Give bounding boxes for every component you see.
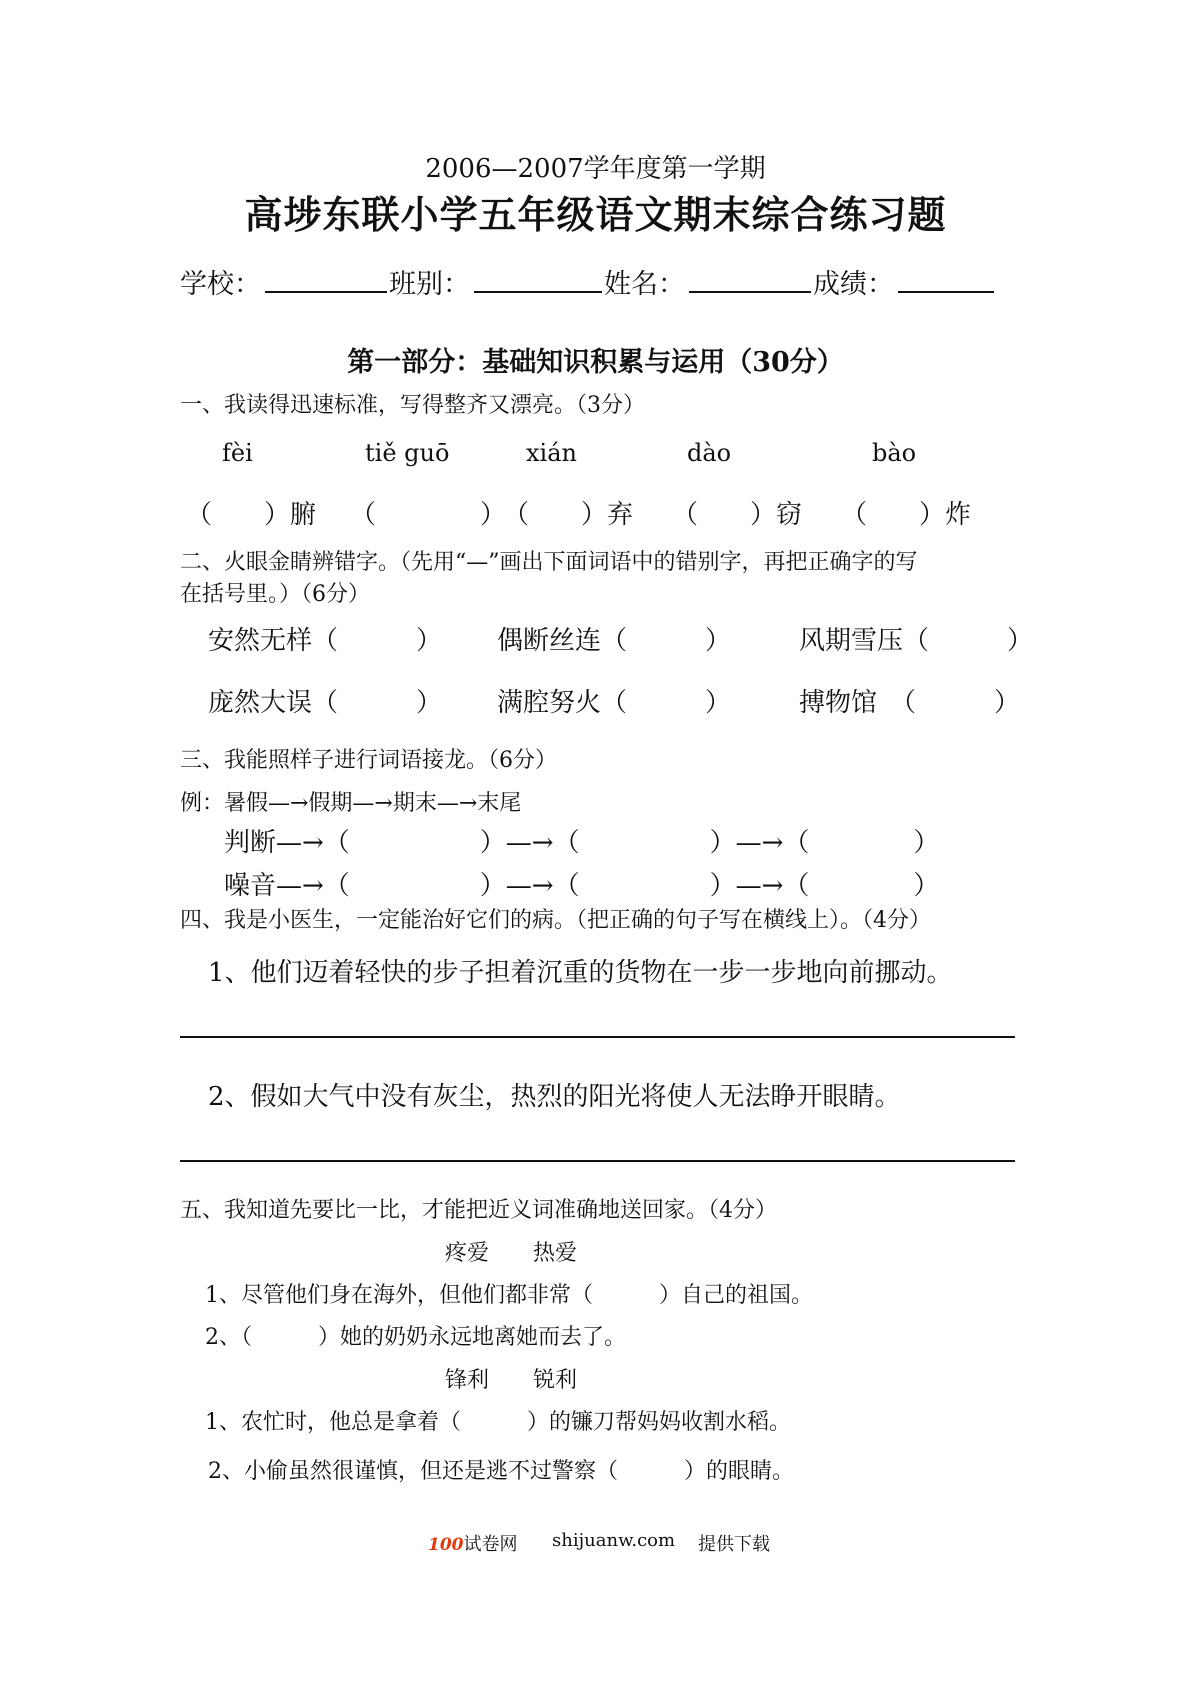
name-label: 姓名： <box>604 269 685 300</box>
q2-title-line2: 在括号里。）（6分） <box>180 582 370 607</box>
q3-chain-row-1: 判断—→（ ）—→（ ）—→（ ） <box>224 828 940 858</box>
q1-title: 一、我读得迅速标准，写得整齐又漂亮。（3分） <box>180 393 645 418</box>
q1-pinyin-5: bào <box>872 439 917 467</box>
score-label: 成绩： <box>813 269 894 300</box>
q2-word: 庞然大误（ ） <box>208 688 443 718</box>
q3-example: 例：暑假—→假期—→期末—→末尾 <box>180 791 522 816</box>
q3-chain-row-2: 噪音—→（ ）—→（ ）—→（ ） <box>224 871 940 901</box>
footer-note: 提供下载 <box>698 1534 770 1555</box>
q4-answer-line-1[interactable] <box>180 1036 1015 1038</box>
q4-answer-line-2[interactable] <box>180 1160 1015 1162</box>
q5-sentence: 1、农忙时，他总是拿着（ ）的镰刀帮妈妈收割水稻。 <box>205 1410 791 1435</box>
section-title: 第一部分：基础知识积累与运用（30分） <box>347 347 844 378</box>
q2-word: 偶断丝连（ ） <box>497 626 732 656</box>
footer-brand <box>428 1530 518 1556</box>
q2-word: 搏物馆 （ ） <box>799 688 1021 718</box>
q5-sentence: 2、（ ）她的奶奶永远地离她而去了。 <box>205 1325 626 1350</box>
name-blank[interactable] <box>689 267 811 293</box>
q1-pinyin-4: dào <box>687 439 732 467</box>
class-label: 班别： <box>389 269 470 300</box>
q4-sentence-1: 1、他们迈着轻快的步子担着沉重的货物在一步一步地向前挪动。 <box>208 958 953 988</box>
student-info-row <box>180 262 996 301</box>
q1-pinyin-1: fèi <box>222 439 253 467</box>
q1-blank-3: （ ）弃 <box>503 500 634 530</box>
q1-pinyin-2: tiě guō <box>365 439 450 467</box>
footer-site-name: 试卷网 <box>463 1534 518 1555</box>
site-logo-icon: 100 <box>428 1535 464 1555</box>
q1-blank-2: （ ） <box>350 500 507 530</box>
q1-blank-1: （ ）腑 <box>186 500 317 530</box>
q2-title-line1: 二、火眼金睛辨错字。（先用“—”画出下面词语中的错别字，再把正确字的写 <box>180 550 918 575</box>
q2-word: 满腔努火（ ） <box>497 688 732 718</box>
q2-word: 风期雪压（ ） <box>799 626 1034 656</box>
q1-pinyin-3: xián <box>526 439 577 467</box>
school-blank[interactable] <box>265 267 387 293</box>
q2-word: 安然无样（ ） <box>208 626 443 656</box>
footer-url[interactable]: shijuanw.com <box>552 1530 676 1551</box>
q5-sentence: 2、小偷虽然很谨慎，但还是逃不过警察（ ）的眼睛。 <box>208 1459 794 1484</box>
q5-word-pair-2: 锋利 锐利 <box>445 1368 578 1393</box>
q5-sentence: 1、尽管他们身在海外，但他们都非常（ ）自己的祖国。 <box>205 1283 813 1308</box>
class-blank[interactable] <box>474 267 602 293</box>
q4-title: 四、我是小医生，一定能治好它们的病。（把正确的句子写在横线上）。（4分） <box>180 908 931 933</box>
q3-title: 三、我能照样子进行词语接龙。（6分） <box>180 748 557 773</box>
q4-sentence-2: 2、假如大气中没有灰尘，热烈的阳光将使人无法睁开眼睛。 <box>208 1082 901 1112</box>
exam-subtitle: 2006—2007学年度第一学期 <box>425 154 766 184</box>
q5-word-pair-1: 疼爱 热爱 <box>445 1241 578 1266</box>
score-blank[interactable] <box>898 267 994 293</box>
q5-title: 五、我知道先要比一比，才能把近义词准确地送回家。（4分） <box>180 1198 777 1223</box>
exam-title: 高埗东联小学五年级语文期末综合练习题 <box>244 192 947 237</box>
school-label: 学校： <box>180 269 261 300</box>
q1-blank-5: （ ）炸 <box>841 500 972 530</box>
q1-blank-4: （ ）窃 <box>672 500 803 530</box>
